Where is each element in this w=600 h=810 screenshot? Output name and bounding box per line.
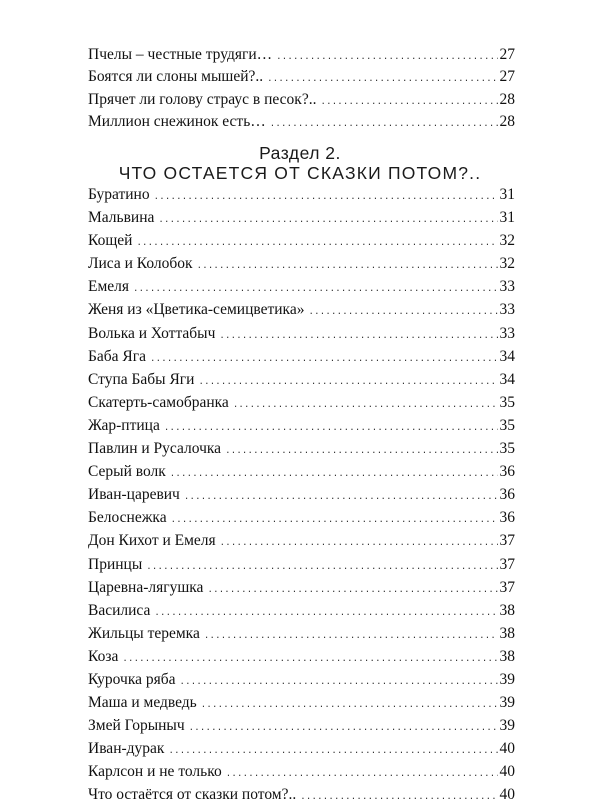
dot-leader: [233, 394, 498, 417]
toc-entry-page: 40: [499, 786, 515, 804]
toc-entry-page: 32: [499, 255, 515, 273]
toc-entry-page: 31: [499, 209, 515, 227]
toc-entry: [88, 437, 515, 460]
dot-leader: [308, 301, 497, 324]
toc-entry-page: 33: [499, 278, 515, 296]
dot-leader: [201, 694, 498, 717]
toc-entry-page: 31: [499, 186, 515, 203]
toc-entry: [88, 714, 515, 737]
toc-entry-page: 33: [499, 301, 515, 319]
toc-entry-page: 36: [499, 463, 515, 481]
toc-entry-title: Принцы: [88, 555, 143, 573]
toc-entry-page: 36: [499, 509, 515, 527]
toc-entry-title: Жар-птица: [88, 416, 160, 434]
toc-entry-title: Мальвина: [88, 209, 155, 227]
toc-entry-page: 38: [499, 624, 515, 642]
toc-entry-page: 40: [499, 763, 515, 781]
toc-entry: [88, 576, 515, 599]
dot-leader: [204, 625, 498, 648]
dot-leader: [220, 532, 498, 555]
toc-entry-page: 28: [499, 90, 515, 108]
toc-entry: [88, 506, 515, 529]
toc-entry-page: 39: [499, 717, 515, 735]
dot-leader: [267, 68, 497, 90]
toc-entry-title: Женя из «Цветика-семицветика»: [88, 301, 305, 319]
toc-entry-title: Лиса и Колобок: [88, 255, 193, 273]
dot-leader: [276, 46, 497, 68]
toc-top-list: [88, 44, 515, 134]
section-title: ЧТО ОСТАЕТСЯ ОТ СКАЗКИ ПОТОМ?..: [118, 163, 482, 183]
toc-entry-title: Баба Яга: [88, 347, 146, 365]
toc-entry-title: Белоснежка: [88, 509, 167, 527]
toc-entry-title: Царевна-лягушка: [88, 578, 204, 596]
toc-entry-title: Змей Горыныч: [88, 717, 185, 735]
toc-entry-title: Пчелы – честные трудяги…: [88, 46, 273, 63]
toc-entry-title: Буратино: [88, 186, 150, 203]
toc-entry-title: Иван-царевич: [88, 486, 180, 504]
toc-entry-page: 37: [499, 578, 515, 596]
toc-entry-page: 38: [499, 647, 515, 665]
toc-entry-page: 39: [499, 670, 515, 688]
toc-entry: [88, 460, 515, 483]
toc-entry-title: Ступа Бабы Яги: [88, 370, 195, 388]
dot-leader: [170, 463, 498, 486]
dot-leader: [150, 348, 498, 371]
toc-entry: [88, 529, 515, 552]
dot-leader: [270, 113, 498, 135]
toc-entry-title: Миллион снежинок есть…: [88, 113, 266, 131]
toc-entry-title: Иван-дурак: [88, 740, 165, 758]
toc-entry-page: 27: [499, 46, 515, 63]
toc-entry-page: 40: [499, 740, 515, 758]
toc-entry-title: Маша и медведь: [88, 694, 197, 712]
toc-entry: [88, 483, 515, 506]
toc-entry-page: 39: [499, 694, 515, 712]
dot-leader: [184, 486, 498, 509]
toc-entry-title: Волька и Хоттабыч: [88, 324, 216, 342]
toc-entry: [88, 44, 515, 66]
toc-entry-page: 32: [499, 232, 515, 250]
toc-entry: [88, 89, 515, 111]
dot-leader: [219, 325, 497, 348]
toc-entry-title: Павлин и Русалочка: [88, 440, 222, 458]
toc-entry-page: 35: [499, 440, 515, 458]
toc-main-list: [88, 183, 515, 807]
toc-entry: [88, 622, 515, 645]
toc-entry: [88, 66, 515, 88]
toc-entry: [88, 206, 515, 229]
toc-entry: [88, 553, 515, 576]
toc-entry-title: Василиса: [88, 601, 151, 619]
toc-entry-title: Скатерть-самобранка: [88, 393, 229, 411]
dot-leader: [154, 602, 497, 625]
dot-leader: [180, 671, 498, 694]
toc-entry: [88, 599, 515, 622]
toc-entry: [88, 668, 515, 691]
toc-entry: [88, 414, 515, 437]
dot-leader: [158, 209, 497, 232]
dot-leader: [300, 786, 497, 809]
toc-entry: [88, 322, 515, 345]
toc-entry-page: 28: [499, 113, 515, 131]
toc-entry-page: 37: [499, 532, 515, 550]
toc-entry: [88, 183, 515, 206]
dot-leader: [154, 186, 498, 209]
toc-entry-page: 34: [499, 370, 515, 388]
toc-entry-title: Дон Кихот и Емеля: [88, 532, 216, 550]
toc-entry-page: 38: [499, 601, 515, 619]
dot-leader: [197, 255, 498, 278]
dot-leader: [198, 371, 497, 394]
toc-entry-title: Кощей: [88, 232, 133, 250]
toc-entry: [88, 252, 515, 275]
dot-leader: [207, 579, 497, 602]
toc-entry-title: Емеля: [88, 278, 130, 296]
toc-entry: [88, 645, 515, 668]
toc-entry: [88, 760, 515, 783]
toc-entry-page: 35: [499, 416, 515, 434]
toc-entry: [88, 229, 515, 252]
dot-leader: [320, 91, 497, 113]
toc-entry: [88, 737, 515, 760]
toc-entry-title: Карлсон и не только: [88, 763, 222, 781]
dot-leader: [122, 648, 497, 671]
toc-entry-page: 27: [499, 68, 515, 86]
toc-entry-page: 34: [499, 347, 515, 365]
toc-entry-page: 33: [499, 324, 515, 342]
toc-entry: [88, 298, 515, 321]
toc-entry: [88, 275, 515, 298]
toc-entry: [88, 783, 515, 806]
dot-leader: [225, 440, 497, 463]
toc-entry: [88, 111, 515, 133]
dot-leader: [189, 717, 498, 740]
toc-entry-title: Курочка ряба: [88, 670, 176, 688]
toc-entry: [88, 391, 515, 414]
toc-entry-title: Жильцы теремка: [88, 624, 200, 642]
toc-entry-page: 36: [499, 486, 515, 504]
section-label: Раздел 2.: [259, 143, 341, 163]
dot-leader: [171, 509, 498, 532]
toc-entry-page: 37: [499, 555, 515, 573]
toc-entry-title: Боятся ли слоны мышей?..: [88, 68, 264, 86]
toc-entry-page: 35: [499, 393, 515, 411]
toc-entry: [88, 691, 515, 714]
toc-entry-title: Коза: [88, 647, 119, 665]
toc-entry-title: Прячет ли голову страус в песок?..: [88, 90, 317, 108]
toc-entry: [88, 345, 515, 368]
toc-entry: [88, 368, 515, 391]
toc-entry-title: Что остаётся от сказки потом?..: [88, 786, 297, 804]
toc-entry-title: Серый волк: [88, 463, 166, 481]
